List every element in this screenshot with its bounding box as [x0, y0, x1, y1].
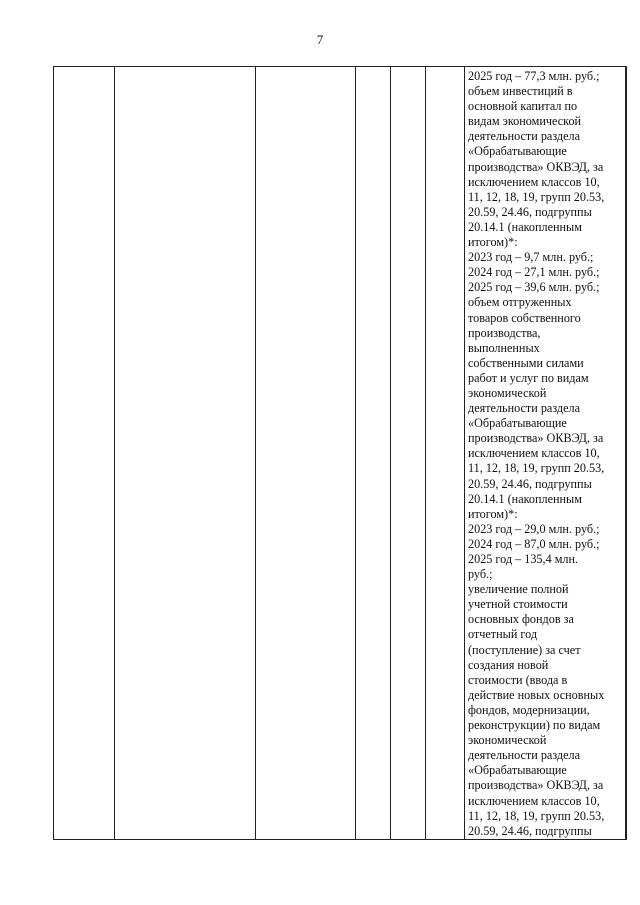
indicator-lines: [468, 69, 621, 839]
indicator-text-line: деятельности раздела: [468, 129, 581, 144]
indicator-text-line: увеличение полной: [468, 582, 569, 597]
page-number: 7: [316, 32, 324, 47]
indicator-text-line: 11, 12, 18, 19, групп 20.53,: [468, 461, 605, 476]
indicator-text-line: объем отгруженных: [468, 295, 572, 310]
indicator-text-line: производства» ОКВЭД, за: [468, 778, 604, 793]
indicator-text-line: итогом)*:: [468, 235, 518, 250]
indicator-text-line: 2025 год – 135,4 млн.: [468, 552, 579, 566]
indicator-text-line: работ и услуг по видам: [468, 370, 589, 385]
indicator-text-line: исключением классов 10,: [468, 446, 600, 461]
indicator-text-line: 20.14.1 (накопленным: [468, 219, 582, 234]
indicator-text-line: 20.14.1 (накопленным: [468, 491, 582, 506]
indicator-text-line: собственными силами: [468, 355, 584, 370]
indicator-text-line: 20.59, 24.46, подгруппы: [468, 204, 592, 219]
indicator-text-line: руб.;: [468, 567, 493, 582]
indicator-text-line: «Обрабатывающие: [468, 144, 567, 159]
indicator-text-line: 20.59, 24.46, подгруппы: [468, 476, 592, 491]
indicator-text-line: 2024 год – 87,0 млн. руб.;: [468, 536, 600, 551]
indicator-text-line: отчетный год: [468, 627, 538, 642]
document-table: [53, 66, 627, 840]
indicator-text-line: экономической: [468, 733, 547, 748]
indicator-text-line: исключением классов 10,: [468, 174, 600, 189]
indicator-text-line: объем инвестиций в: [468, 84, 573, 99]
table-cell-8: [626, 67, 627, 840]
indicator-text-line: стоимости (ввода в: [468, 672, 568, 687]
indicator-text-line: учетной стоимости: [468, 597, 568, 612]
indicator-text-line: (поступление) за счет: [468, 642, 581, 657]
indicator-text-line: «Обрабатывающие: [468, 763, 567, 778]
table-cell-5: [391, 67, 426, 840]
indicator-text-line: реконструкции) по видам: [468, 718, 601, 733]
indicator-text-line: производства,: [468, 325, 541, 340]
indicator-text-line: товаров собственного: [468, 310, 581, 325]
indicator-text-line: действие новых основных: [468, 687, 605, 702]
indicator-text-line: создания новой: [468, 657, 549, 672]
table-cell-3: [256, 67, 356, 840]
indicator-text-line: деятельности раздела: [468, 401, 581, 416]
indicator-text-line: 2024 год – 27,1 млн. руб.;: [468, 265, 600, 280]
indicator-text-line: 2025 год – 77,3 млн. руб.;: [468, 69, 600, 83]
table-row: [54, 67, 627, 840]
indicator-text-line: 2025 год – 39,6 млн. руб.;: [468, 280, 600, 295]
table-cell-4: [356, 67, 391, 840]
indicator-text-line: исключением классов 10,: [468, 793, 600, 808]
indicator-text-line: основных фондов за: [468, 612, 574, 627]
indicator-text-line: производства» ОКВЭД, за: [468, 159, 604, 174]
indicator-text-line: «Обрабатывающие: [468, 416, 567, 431]
indicator-text-line: 11, 12, 18, 19, групп 20.53,: [468, 808, 605, 823]
indicator-text-line: выполненных: [468, 340, 540, 355]
indicator-text-line: 20.59, 24.46, подгруппы: [468, 823, 592, 838]
indicator-text-line: основной капитал по: [468, 99, 578, 114]
indicator-text-line: видам экономической: [468, 114, 582, 129]
indicators-cell: [465, 67, 626, 840]
table-cell-1: [54, 67, 115, 840]
indicator-text-line: экономической: [468, 385, 547, 400]
indicator-text-line: фондов, модернизации,: [468, 702, 590, 717]
indicator-text-line: 11, 12, 18, 19, групп 20.53,: [468, 189, 605, 204]
indicator-text-line: деятельности раздела: [468, 748, 581, 763]
indicator-text-line: 2023 год – 29,0 млн. руб.;: [468, 521, 600, 536]
table-cell-2: [115, 67, 256, 840]
indicator-text-line: итогом)*:: [468, 506, 518, 521]
indicator-text-line: 2023 год – 9,7 млн. руб.;: [468, 250, 594, 265]
indicator-text-line: производства» ОКВЭД, за: [468, 431, 604, 446]
table-cell-6: [426, 67, 465, 840]
